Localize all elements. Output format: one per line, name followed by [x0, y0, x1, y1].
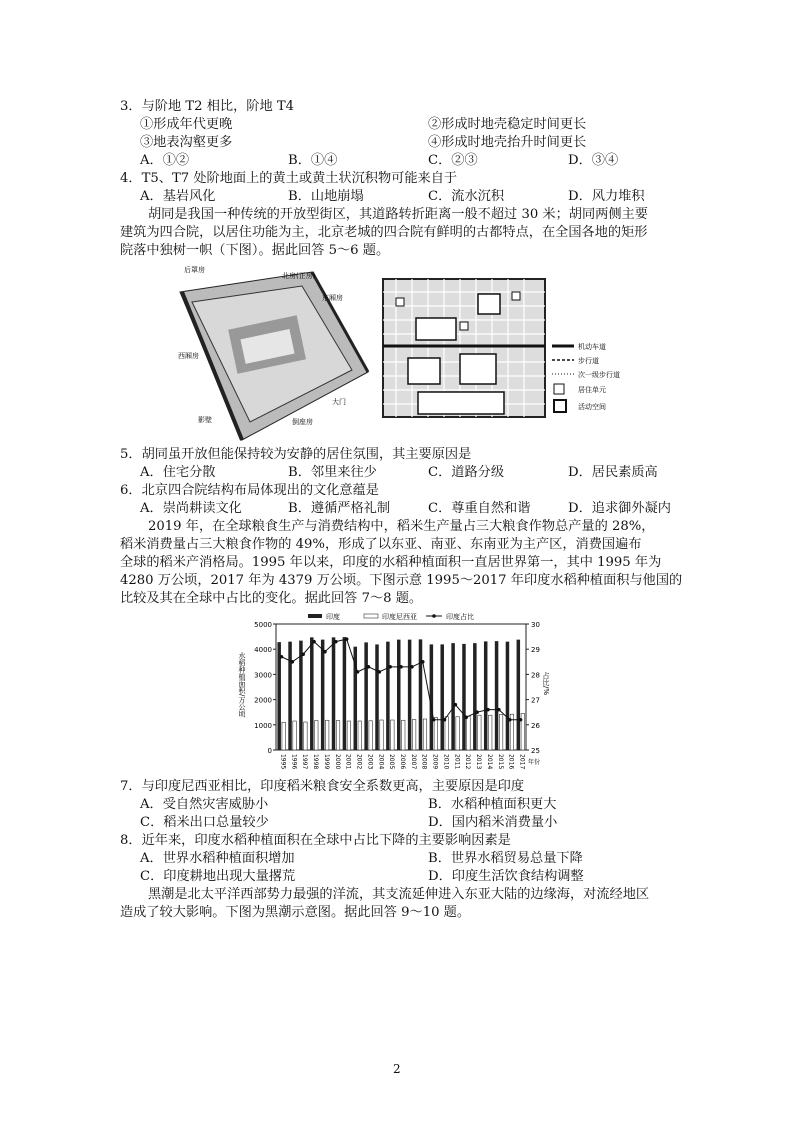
map-legend: [548, 338, 638, 418]
x-tick-label: 1999: [322, 754, 330, 770]
point-india-share: [356, 670, 360, 674]
point-india-share: [475, 710, 479, 714]
bar-indonesia: [423, 719, 427, 750]
q4-choice-a: A．基岩风化: [140, 189, 216, 204]
bar-india: [506, 642, 510, 750]
legend-marker-share: [432, 614, 436, 618]
y-tick-label: 4000: [254, 646, 272, 655]
y2-tick-label: 30: [531, 621, 540, 629]
bar-india: [451, 643, 455, 750]
passage-hutong-line1: 胡同是我国一种传统的开放型街区，其道路转折距离一般不超过 30 米；胡同两侧主要: [148, 207, 648, 222]
bar-india: [495, 641, 499, 750]
x-tick-label: 2008: [420, 754, 428, 770]
point-india-share: [312, 640, 316, 644]
point-india-share: [334, 640, 338, 644]
point-india-share: [388, 665, 392, 669]
point-india-share: [377, 670, 381, 674]
bar-india: [288, 642, 292, 750]
q8-choice-b: B．世界水稻贸易总量下降: [428, 851, 583, 866]
passage-kuroshio-line1: 黑潮是北太平洋西部势力最强的洋流，其支流延伸进入东亚大陆的边缘海，对流经地区: [148, 887, 650, 902]
q8-choice-d: D．印度生活饮食结构调整: [428, 869, 584, 884]
passage-kuroshio-line2: 造成了较大影响。下图为黑潮示意图。据此回答 9～10 题。: [120, 905, 471, 920]
q3-choice-b: B．①④: [288, 153, 338, 168]
q3-opt2: ②形成时地壳稳定时间更长: [428, 117, 587, 132]
bar-indonesia: [293, 721, 297, 750]
y-tick-label: 5000: [254, 621, 272, 629]
q6-choice-d: D．追求御外凝内: [568, 501, 671, 516]
x-tick-label: 1997: [301, 754, 309, 770]
y2-tick-label: 28: [531, 671, 540, 680]
x-axis-label: 年份: [528, 759, 541, 766]
point-india-share: [323, 650, 327, 654]
y-axis-label: 水稻种植面积/万公顷: [238, 652, 246, 718]
legend-activity-space: 活动空间: [578, 403, 606, 411]
point-india-share: [464, 715, 468, 719]
bar-india: [440, 644, 444, 750]
q4-choice-d: D．风力堆积: [568, 189, 645, 204]
bar-india: [430, 644, 434, 750]
bar-indonesia: [358, 721, 362, 750]
bar-india: [321, 640, 325, 750]
q3-opt1: ①形成年代更晚: [140, 117, 233, 132]
x-tick-label: 1995: [279, 754, 287, 770]
point-india-share: [443, 718, 447, 722]
label-beifang: 北房(正房): [282, 272, 316, 280]
bar-india: [364, 642, 368, 750]
point-india-share: [497, 708, 501, 712]
bar-india: [277, 642, 281, 750]
bar-india: [484, 641, 488, 750]
point-india-share: [454, 703, 458, 707]
q5-choice-b: B．邻里来往少: [288, 465, 377, 480]
label-dongxiangfang: 东厢房: [322, 294, 343, 302]
point-india-share: [399, 665, 403, 669]
legend-swatch-indonesia: [364, 614, 378, 618]
bar-india: [332, 637, 336, 750]
bar-indonesia: [282, 722, 286, 750]
x-tick-label: 2006: [399, 754, 406, 770]
label-yingbi: 影壁: [198, 416, 212, 424]
legend-footpath: 步行道: [578, 357, 599, 365]
y2-tick-label: 26: [531, 721, 540, 730]
passage-hutong-line3: 院落中独树一帜（下图）。据此回答 5～6 题。: [120, 243, 390, 258]
q7-choice-a: A．受自然灾害威胁小: [140, 797, 269, 812]
bar-india: [343, 637, 347, 750]
x-tick-label: 2015: [496, 754, 504, 770]
bar-indonesia: [478, 715, 482, 750]
y2-tick-label: 29: [531, 646, 540, 655]
x-tick-label: 1998: [312, 754, 320, 770]
bar-indonesia: [402, 720, 406, 750]
bar-india: [386, 642, 390, 750]
q3-choice-a: A．①②: [140, 153, 190, 168]
x-tick-label: 2002: [355, 754, 363, 770]
q4-choice-c: C．流水沉积: [428, 189, 505, 204]
q5-choice-d: D．居民素质高: [568, 465, 658, 480]
label-xixiangfang: 西厢房: [178, 352, 199, 360]
point-india-share: [280, 655, 284, 659]
label-daozuofang: 倒座房: [292, 418, 313, 426]
bar-indonesia: [325, 720, 329, 750]
bar-india: [473, 643, 477, 750]
y-tick-label: 1000: [254, 721, 272, 730]
q3-opt3: ③地表沟壑更多: [140, 135, 233, 150]
bar-indonesia: [434, 717, 438, 750]
q4-choice-b: B．山地崩塌: [288, 189, 364, 204]
y-tick-label: 3000: [254, 671, 272, 680]
x-tick-label: 2012: [464, 754, 472, 770]
legend-motor-road: 机动车道: [578, 343, 606, 351]
bar-indonesia: [445, 717, 449, 750]
bar-india: [408, 640, 412, 750]
y-tick-label: 0: [267, 747, 272, 755]
x-tick-label: 2004: [377, 754, 385, 770]
q3-stem: 3．与阶地 T2 相比，阶地 T4: [120, 99, 295, 114]
bar-indonesia: [499, 714, 503, 750]
x-tick-label: 2017: [518, 754, 526, 770]
bar-indonesia: [369, 721, 373, 750]
passage-rice-line3: 全球的稻米产消格局。1995 年以来，印度的水稻种植面积一直居世界第一，其中 1995 年为: [120, 555, 662, 570]
bar-indonesia: [336, 721, 340, 750]
bar-india: [375, 644, 379, 750]
q5-choice-a: A．住宅分散: [140, 465, 216, 480]
passage-rice-line4: 4280 万公顷，2017 年为 4379 万公顷。下图示意 1995～2017 年印度水稻种植面积与他国的: [120, 573, 683, 588]
bar-india: [310, 637, 314, 750]
legend-india: 印度: [326, 613, 340, 621]
label-houzhaofang: 后罩房: [184, 266, 205, 274]
siheyuan-illustration: [172, 262, 372, 442]
x-tick-label: 2003: [366, 754, 374, 770]
label-damen: 大门: [332, 398, 346, 406]
passage-hutong-line2: 建筑为四合院，以居住功能为主，北京老城的四合院有鲜明的古都特点，在全国各地的矩形: [120, 225, 648, 240]
bar-india: [419, 639, 423, 750]
bar-indonesia: [315, 721, 319, 750]
bar-indonesia: [467, 716, 471, 750]
passage-rice-line5: 比较及其在全球中占比的变化。据此回答 7～8 题。: [120, 591, 423, 606]
point-india-share: [421, 660, 425, 664]
x-tick-label: 2001: [344, 754, 352, 770]
q8-choice-c: C．印度耕地出现大量撂荒: [140, 869, 296, 884]
bar-india: [517, 640, 521, 750]
y-tick-label: 2000: [254, 696, 272, 705]
q8-choice-a: A．世界水稻种植面积增加: [140, 851, 295, 866]
legend-indonesia: 印度尼西亚: [382, 613, 417, 621]
y2-tick-label: 25: [531, 747, 540, 755]
bar-indonesia: [391, 720, 395, 750]
x-tick-label: 2011: [453, 754, 461, 770]
x-tick-label: 2016: [507, 754, 515, 770]
page-number: 2: [393, 1062, 401, 1076]
bar-indonesia: [488, 715, 492, 750]
q5-choice-c: C．道路分级: [428, 465, 505, 480]
q4-stem: 4．T5、T7 处阶地面上的黄土或黄土状沉积物可能来自于: [120, 171, 458, 186]
bar-indonesia: [456, 717, 460, 750]
y2-axis-label: 占比/%: [542, 672, 550, 696]
bar-india: [462, 644, 466, 750]
q7-choice-b: B．水稻种植面积更大: [428, 797, 557, 812]
bar-indonesia: [412, 720, 416, 750]
q7-stem: 7．与印度尼西亚相比，印度稻米粮食安全系数更高，主要原因是印度: [120, 779, 525, 794]
legend-residential-unit: 居住单元: [578, 386, 606, 394]
passage-rice-line1: 2019 年，在全球粮食生产与消费结构中，稻米生产量占三大粮食作物总产量的 28%，: [148, 519, 655, 534]
q3-choice-c: C．②③: [428, 153, 478, 168]
x-tick-label: 2013: [475, 754, 483, 770]
point-india-share: [432, 718, 436, 722]
point-india-share: [367, 665, 371, 669]
bar-india: [397, 640, 401, 750]
q6-choice-b: B．遵循严格礼制: [288, 501, 391, 516]
point-india-share: [519, 718, 523, 722]
bar-indonesia: [380, 720, 384, 750]
point-india-share: [410, 665, 414, 669]
q3-opt4: ④形成时地壳抬升时间更长: [428, 135, 587, 150]
q3-choice-d: D．③④: [568, 153, 619, 168]
point-india-share: [508, 718, 512, 722]
point-india-share: [301, 652, 305, 656]
x-tick-label: 2014: [485, 754, 493, 770]
point-india-share: [291, 660, 295, 664]
legend-swatch-india: [308, 614, 322, 618]
q7-choice-d: D．国内稻米消费量小: [428, 815, 558, 830]
x-tick-label: 2009: [431, 754, 439, 770]
x-tick-label: 2000: [333, 754, 341, 770]
point-india-share: [345, 637, 349, 641]
hutong-street-map: [382, 278, 546, 418]
bar-indonesia: [304, 722, 308, 750]
q6-choice-a: A．崇尚耕读文化: [140, 501, 242, 516]
x-tick-label: 1996: [290, 754, 298, 770]
q6-stem: 6．北京四合院结构布局体现出的文化意蕴是: [120, 483, 379, 498]
q6-choice-c: C．尊重自然和谐: [428, 501, 531, 516]
x-tick-label: 2007: [409, 754, 417, 770]
q7-choice-c: C．稻米出口总量较少: [140, 815, 269, 830]
x-tick-label: 2010: [442, 754, 450, 770]
rice-area-chart: [236, 612, 556, 774]
bar-indonesia: [347, 721, 351, 750]
y2-tick-label: 27: [531, 696, 540, 705]
passage-rice-line2: 稻米消费量占三大粮食作物的 49%，形成了以东亚、南亚、东南亚为主产区，消费国遍布: [120, 537, 642, 552]
q5-stem: 5．胡同虽开放但能保持较为安静的居住氛围，其主要原因是: [120, 447, 472, 462]
point-india-share: [486, 708, 490, 712]
legend-share: 印度占比: [446, 613, 474, 621]
legend-minor-footpath: 次一级步行道: [578, 371, 620, 379]
x-tick-label: 2005: [388, 754, 396, 770]
q8-stem: 8．近年来，印度水稻种植面积在全球中占比下降的主要影响因素是: [120, 833, 511, 848]
